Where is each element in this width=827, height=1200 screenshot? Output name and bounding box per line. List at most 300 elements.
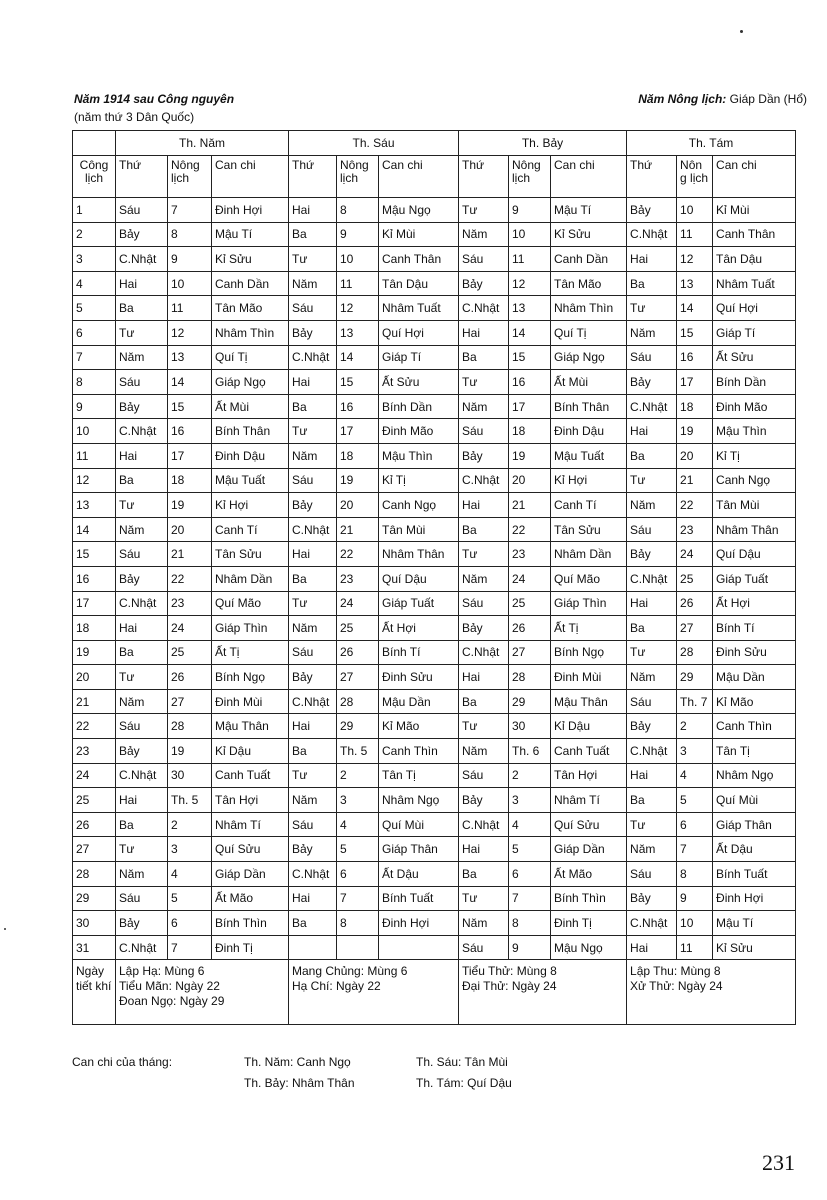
lunar-day-cell: 24: [168, 616, 212, 641]
lunar-day-cell: 4: [509, 812, 551, 837]
weekday-cell: Ba: [116, 468, 168, 493]
weekday-cell: Ba: [289, 911, 337, 936]
weekday-cell: Bảy: [289, 493, 337, 518]
weekday-cell: C.Nhật: [459, 468, 509, 493]
can-chi-cell: Canh Tuất: [551, 739, 627, 764]
weekday-cell: Sáu: [459, 419, 509, 444]
can-chi-cell: Nhâm Ngọ: [713, 763, 796, 788]
can-chi-cell: Giáp Tuất: [713, 566, 796, 591]
lunar-day-cell: 25: [337, 616, 379, 641]
lunar-day-cell: 29: [677, 665, 713, 690]
day-cell: 27: [73, 837, 116, 862]
lunar-day-cell: 3: [677, 739, 713, 764]
weekday-cell: Ba: [116, 812, 168, 837]
weekday-cell: Bảy: [627, 714, 677, 739]
lunar-day-cell: 18: [677, 394, 713, 419]
weekday-cell: Hai: [627, 419, 677, 444]
weekday-cell: C.Nhật: [116, 247, 168, 272]
weekday-cell: Ba: [289, 394, 337, 419]
weekday-cell: Bảy: [116, 222, 168, 247]
can-chi-cell: Quí Hợi: [713, 296, 796, 321]
can-chi-cell: Giáp Thân: [379, 837, 459, 862]
can-chi-cell: Ất Tị: [212, 640, 289, 665]
table-row: [73, 320, 796, 345]
day-cell: 14: [73, 517, 116, 542]
can-chi-cell: Tân Sửu: [551, 517, 627, 542]
lunar-day-cell: 7: [168, 935, 212, 960]
weekday-cell: Hai: [289, 886, 337, 911]
table-row: [73, 616, 796, 641]
table-row: [73, 443, 796, 468]
lunar-day-cell: 26: [168, 665, 212, 690]
month-header-row: [73, 131, 796, 156]
can-chi-cell: Đinh Mão: [713, 394, 796, 419]
can-chi-cell: Nhâm Thìn: [551, 296, 627, 321]
lunar-day-cell: 12: [677, 247, 713, 272]
table-row: [73, 419, 796, 444]
weekday-cell: Tư: [459, 542, 509, 567]
can-chi-cell: Giáp Ngọ: [212, 370, 289, 395]
can-chi-cell: Nhâm Dần: [212, 566, 289, 591]
footer-month-8: Th. Tám: Quí Dậu: [416, 1076, 512, 1090]
can-chi-cell: Tân Mão: [212, 296, 289, 321]
weekday-cell: Bảy: [459, 616, 509, 641]
lunar-day-cell: 22: [168, 566, 212, 591]
table-row: [73, 739, 796, 764]
table-row: [73, 542, 796, 567]
lunar-day-cell: 16: [337, 394, 379, 419]
weekday-cell: Hai: [459, 837, 509, 862]
lunar-day-cell: 28: [509, 665, 551, 690]
weekday-cell: Bảy: [459, 271, 509, 296]
lunar-day-cell: 8: [509, 911, 551, 936]
weekday-cell: Tư: [289, 591, 337, 616]
weekday-cell: Sáu: [627, 517, 677, 542]
lunar-day-cell: 29: [337, 714, 379, 739]
weekday-cell: Sáu: [459, 247, 509, 272]
lunar-day-cell: 27: [509, 640, 551, 665]
weekday-cell: Ba: [459, 689, 509, 714]
can-chi-cell: Quí Mão: [551, 566, 627, 591]
day-cell: 19: [73, 640, 116, 665]
can-chi-cell: Bính Dần: [379, 394, 459, 419]
lunar-day-cell: 21: [509, 493, 551, 518]
lunar-day-cell: 9: [337, 222, 379, 247]
can-chi-cell: Nhâm Thân: [713, 517, 796, 542]
weekday-cell: Năm: [289, 443, 337, 468]
lunar-day-cell: 17: [509, 394, 551, 419]
can-chi-cell: Canh Ngọ: [379, 493, 459, 518]
lunar-day-cell: 8: [677, 862, 713, 887]
can-chi-cell: Đinh Sửu: [379, 665, 459, 690]
lunar-day-cell: 15: [509, 345, 551, 370]
can-chi-cell: Canh Tí: [551, 493, 627, 518]
weekday-cell: Tư: [116, 837, 168, 862]
tiet-khi-cell: [116, 960, 289, 1025]
lunar-day-cell: 3: [337, 788, 379, 813]
can-chi-cell: Đinh Mùi: [551, 665, 627, 690]
lunar-day-cell: 24: [337, 591, 379, 616]
can-chi-cell: Mậu Tuất: [212, 468, 289, 493]
can-chi-cell: Ất Tị: [551, 616, 627, 641]
lunar-year: [638, 92, 807, 106]
weekday-cell: Năm: [289, 271, 337, 296]
corner-cell: [73, 131, 116, 156]
can-chi-cell: Đinh Tị: [551, 911, 627, 936]
weekday-cell: Hai: [116, 788, 168, 813]
lunar-day-cell: 12: [168, 320, 212, 345]
lunar-day-cell: 28: [337, 689, 379, 714]
weekday-cell: C.Nhật: [627, 566, 677, 591]
can-chi-cell: Canh Ngọ: [713, 468, 796, 493]
footer-label: Can chi của tháng:: [72, 1055, 173, 1069]
weekday-cell: Sáu: [289, 640, 337, 665]
table-row: [73, 271, 796, 296]
weekday-cell: Ba: [459, 517, 509, 542]
weekday-cell: Sáu: [459, 763, 509, 788]
year-subtitle: (năm thứ 3 Dân Quốc): [74, 110, 195, 124]
weekday-cell: Năm: [627, 493, 677, 518]
can-chi-cell: Giáp Tí: [713, 320, 796, 345]
can-chi-cell: Tân Tị: [379, 763, 459, 788]
weekday-cell: Tư: [289, 763, 337, 788]
can-chi-cell: Kỉ Hợi: [212, 493, 289, 518]
day-cell: 10: [73, 419, 116, 444]
weekday-cell: Tư: [627, 640, 677, 665]
can-chi-cell: Giáp Thìn: [551, 591, 627, 616]
weekday-cell: Ba: [289, 222, 337, 247]
lunar-day-cell: 3: [168, 837, 212, 862]
can-chi-cell: Kỉ Dậu: [551, 714, 627, 739]
table-row: [73, 198, 796, 223]
lunar-day-cell: 11: [509, 247, 551, 272]
lunar-day-cell: 27: [677, 616, 713, 641]
weekday-cell: Ba: [459, 862, 509, 887]
lunar-day-cell: 25: [509, 591, 551, 616]
col-header-nong-lich: Nông lịch: [168, 156, 212, 198]
day-cell: 7: [73, 345, 116, 370]
lunar-day-cell: 6: [677, 812, 713, 837]
can-chi-cell: Đinh Sửu: [713, 640, 796, 665]
can-chi-cell: Nhâm Thân: [379, 542, 459, 567]
table-row: [73, 370, 796, 395]
table-row: [73, 911, 796, 936]
weekday-cell: Bảy: [116, 566, 168, 591]
can-chi-cell: Đinh Mùi: [212, 689, 289, 714]
weekday-cell: Hai: [459, 320, 509, 345]
weekday-cell: Ba: [627, 616, 677, 641]
lunar-day-cell: 23: [509, 542, 551, 567]
cong-lich-header: Công lịch: [73, 156, 116, 198]
lunar-day-cell: 8: [337, 911, 379, 936]
table-row: [73, 812, 796, 837]
lunar-day-cell: Th. 5: [337, 739, 379, 764]
lunar-day-cell: 9: [509, 935, 551, 960]
lunar-day-cell: 28: [677, 640, 713, 665]
weekday-cell: Hai: [289, 370, 337, 395]
day-cell: 31: [73, 935, 116, 960]
can-chi-cell: Ất Mùi: [212, 394, 289, 419]
can-chi-cell: Giáp Ngọ: [551, 345, 627, 370]
weekday-cell: Tư: [289, 419, 337, 444]
lunar-day-cell: 10: [168, 271, 212, 296]
day-cell: 9: [73, 394, 116, 419]
tiet-khi-row: [73, 960, 796, 1025]
can-chi-cell: Kỉ Tị: [379, 468, 459, 493]
lunar-day-cell: 22: [337, 542, 379, 567]
lunar-day-cell: 7: [168, 198, 212, 223]
can-chi-cell: Tân Tị: [713, 739, 796, 764]
can-chi-cell: Mậu Dần: [379, 689, 459, 714]
day-cell: 6: [73, 320, 116, 345]
table-row: [73, 837, 796, 862]
lunar-day-cell: 11: [677, 935, 713, 960]
can-chi-cell: Giáp Dần: [551, 837, 627, 862]
tiet-khi-cell: [289, 960, 459, 1025]
lunar-day-cell: 24: [509, 566, 551, 591]
table-row: [73, 517, 796, 542]
lunar-day-cell: 7: [509, 886, 551, 911]
can-chi-cell: Ất Mão: [551, 862, 627, 887]
weekday-cell: Ba: [459, 345, 509, 370]
calendar-body: [73, 198, 796, 960]
weekday-cell: Bảy: [459, 788, 509, 813]
table-row: [73, 591, 796, 616]
col-header-thu: Thứ: [116, 156, 168, 198]
lunar-day-cell: 5: [677, 788, 713, 813]
lunar-day-cell: 15: [337, 370, 379, 395]
can-chi-cell: Bính Thìn: [212, 911, 289, 936]
tiet-khi-entry: Đoan Ngọ: Ngày 29: [119, 994, 225, 1009]
can-chi-cell: Ất Mão: [212, 886, 289, 911]
weekday-cell: Ba: [289, 739, 337, 764]
weekday-cell: Tư: [627, 468, 677, 493]
tiet-khi-cell: [459, 960, 627, 1025]
weekday-cell: Bảy: [116, 739, 168, 764]
column-header-row: [73, 156, 796, 198]
weekday-cell: Sáu: [116, 198, 168, 223]
col-header-nong-lich: Nôn g lịch: [677, 156, 713, 198]
lunar-day-cell: 15: [677, 320, 713, 345]
weekday-cell: C.Nhật: [627, 222, 677, 247]
month-header: Th. Bảy: [459, 131, 627, 156]
lunar-day-cell: 6: [509, 862, 551, 887]
lunar-day-cell: 12: [509, 271, 551, 296]
weekday-cell: Bảy: [116, 911, 168, 936]
lunar-day-cell: 26: [509, 616, 551, 641]
day-cell: 24: [73, 763, 116, 788]
weekday-cell: Năm: [459, 739, 509, 764]
lunar-day-cell: 10: [677, 198, 713, 223]
lunar-day-cell: 5: [509, 837, 551, 862]
lunar-day-cell: 7: [337, 886, 379, 911]
can-chi-cell: Tân Sửu: [212, 542, 289, 567]
weekday-cell: C.Nhật: [289, 517, 337, 542]
lunar-day-cell: 2: [509, 763, 551, 788]
lunar-day-cell: 24: [677, 542, 713, 567]
day-cell: 5: [73, 296, 116, 321]
weekday-cell: Sáu: [289, 812, 337, 837]
can-chi-cell: Bính Ngọ: [551, 640, 627, 665]
can-chi-cell: Canh Tuất: [212, 763, 289, 788]
year-title: Năm 1914 sau Công nguyên: [74, 92, 235, 106]
table-row: [73, 689, 796, 714]
can-chi-cell: Kỉ Mùi: [379, 222, 459, 247]
weekday-cell: Bảy: [289, 837, 337, 862]
tiet-khi-entry: Tiểu Thử: Mùng 8: [462, 964, 557, 979]
weekday-cell: C.Nhật: [116, 763, 168, 788]
tiet-khi-entry: Hạ Chí: Ngày 22: [292, 979, 381, 994]
weekday-cell: Sáu: [627, 689, 677, 714]
table-row: [73, 763, 796, 788]
can-chi-cell: Đinh Hợi: [379, 911, 459, 936]
can-chi-cell: Tân Mùi: [379, 517, 459, 542]
can-chi-cell: Mậu Tí: [212, 222, 289, 247]
col-header-can-chi: Can chi: [212, 156, 289, 198]
can-chi-cell: Kỉ Tị: [713, 443, 796, 468]
tiet-khi-cell: [627, 960, 796, 1025]
lunar-day-cell: 6: [337, 862, 379, 887]
weekday-cell: Bảy: [116, 394, 168, 419]
can-chi-cell: Bính Tuất: [379, 886, 459, 911]
footer-month-5: Th. Năm: Canh Ngọ: [244, 1055, 351, 1069]
weekday-cell: Hai: [289, 198, 337, 223]
lunar-day-cell: 16: [168, 419, 212, 444]
weekday-cell: Sáu: [289, 468, 337, 493]
day-cell: 15: [73, 542, 116, 567]
day-cell: 26: [73, 812, 116, 837]
can-chi-cell: Canh Dần: [212, 271, 289, 296]
weekday-cell: Năm: [116, 517, 168, 542]
weekday-cell: Bảy: [289, 320, 337, 345]
weekday-cell: Ba: [289, 566, 337, 591]
lunar-day-cell: 19: [168, 493, 212, 518]
col-header-nong-lich: Nông lịch: [337, 156, 379, 198]
weekday-cell: Bảy: [289, 665, 337, 690]
weekday-cell: [289, 935, 337, 960]
weekday-cell: Hai: [627, 935, 677, 960]
can-chi-cell: Giáp Dần: [212, 862, 289, 887]
table-row: [73, 345, 796, 370]
day-cell: 8: [73, 370, 116, 395]
lunar-day-cell: 16: [509, 370, 551, 395]
page-number: 231: [762, 1150, 795, 1175]
can-chi-cell: Quí Sửu: [551, 812, 627, 837]
weekday-cell: C.Nhật: [459, 640, 509, 665]
lunar-day-cell: 11: [168, 296, 212, 321]
footer-month-6: Th. Sáu: Tân Mùi: [416, 1055, 508, 1069]
day-cell: 29: [73, 886, 116, 911]
can-chi-cell: Bính Tí: [379, 640, 459, 665]
lunar-day-cell: 14: [168, 370, 212, 395]
weekday-cell: Hai: [289, 542, 337, 567]
can-chi-cell: Mậu Thìn: [713, 419, 796, 444]
weekday-cell: Năm: [627, 837, 677, 862]
can-chi-cell: Mậu Thân: [212, 714, 289, 739]
lunar-day-cell: Th. 7: [677, 689, 713, 714]
lunar-day-cell: 9: [168, 247, 212, 272]
can-chi-cell: Tân Mão: [551, 271, 627, 296]
can-chi-cell: Ất Hợi: [713, 591, 796, 616]
day-cell: 13: [73, 493, 116, 518]
can-chi-cell: Ất Hợi: [379, 616, 459, 641]
can-chi-cell: Bính Thìn: [551, 886, 627, 911]
lunar-day-cell: 14: [509, 320, 551, 345]
lunar-day-cell: 30: [168, 763, 212, 788]
lunar-day-cell: 26: [337, 640, 379, 665]
lunar-day-cell: 4: [677, 763, 713, 788]
lunar-day-cell: 30: [509, 714, 551, 739]
can-chi-cell: Canh Dần: [551, 247, 627, 272]
lunar-day-cell: 10: [509, 222, 551, 247]
tiet-khi-entry: Mang Chủng: Mùng 6: [292, 964, 408, 979]
can-chi-cell: Mậu Tí: [551, 198, 627, 223]
weekday-cell: Ba: [116, 296, 168, 321]
weekday-cell: C.Nhật: [459, 296, 509, 321]
lunar-day-cell: 10: [337, 247, 379, 272]
lunar-day-cell: 19: [168, 739, 212, 764]
lunar-day-cell: 13: [337, 320, 379, 345]
weekday-cell: C.Nhật: [627, 911, 677, 936]
can-chi-cell: Canh Thân: [713, 222, 796, 247]
lunar-day-cell: 27: [337, 665, 379, 690]
lunar-day-cell: 18: [337, 443, 379, 468]
lunar-day-cell: 4: [337, 812, 379, 837]
can-chi-cell: Kỉ Sửu: [713, 935, 796, 960]
tiet-khi-label: Ngày tiết khí: [73, 960, 116, 1025]
col-header-can-chi: Can chi: [379, 156, 459, 198]
day-cell: 12: [73, 468, 116, 493]
table-row: [73, 566, 796, 591]
weekday-cell: Năm: [459, 566, 509, 591]
lunar-day-cell: 10: [677, 911, 713, 936]
can-chi-cell: Nhâm Dần: [551, 542, 627, 567]
weekday-cell: C.Nhật: [627, 394, 677, 419]
day-cell: 28: [73, 862, 116, 887]
weekday-cell: Sáu: [116, 714, 168, 739]
weekday-cell: Bảy: [627, 370, 677, 395]
lunar-day-cell: 14: [337, 345, 379, 370]
table-row: [73, 640, 796, 665]
lunar-day-cell: 20: [168, 517, 212, 542]
weekday-cell: C.Nhật: [116, 935, 168, 960]
col-header-thu: Thứ: [289, 156, 337, 198]
weekday-cell: Năm: [116, 345, 168, 370]
day-cell: 25: [73, 788, 116, 813]
lunar-day-cell: 16: [677, 345, 713, 370]
weekday-cell: Năm: [289, 788, 337, 813]
table-row: [73, 296, 796, 321]
can-chi-cell: Ất Dậu: [713, 837, 796, 862]
lunar-day-cell: 13: [677, 271, 713, 296]
tiet-khi-entry: Lập Hạ: Mùng 6: [119, 964, 205, 979]
col-header-thu: Thứ: [627, 156, 677, 198]
weekday-cell: C.Nhật: [627, 739, 677, 764]
can-chi-cell: Kỉ Dậu: [212, 739, 289, 764]
weekday-cell: Sáu: [459, 935, 509, 960]
weekday-cell: Năm: [459, 394, 509, 419]
can-chi-cell: Quí Hợi: [379, 320, 459, 345]
lunar-day-cell: 14: [677, 296, 713, 321]
weekday-cell: Tư: [289, 247, 337, 272]
can-chi-cell: Đinh Mão: [379, 419, 459, 444]
weekday-cell: Tư: [116, 665, 168, 690]
col-header-thu: Thứ: [459, 156, 509, 198]
lunar-day-cell: 9: [677, 886, 713, 911]
weekday-cell: C.Nhật: [289, 689, 337, 714]
weekday-cell: C.Nhật: [459, 812, 509, 837]
lunar-day-cell: 22: [677, 493, 713, 518]
